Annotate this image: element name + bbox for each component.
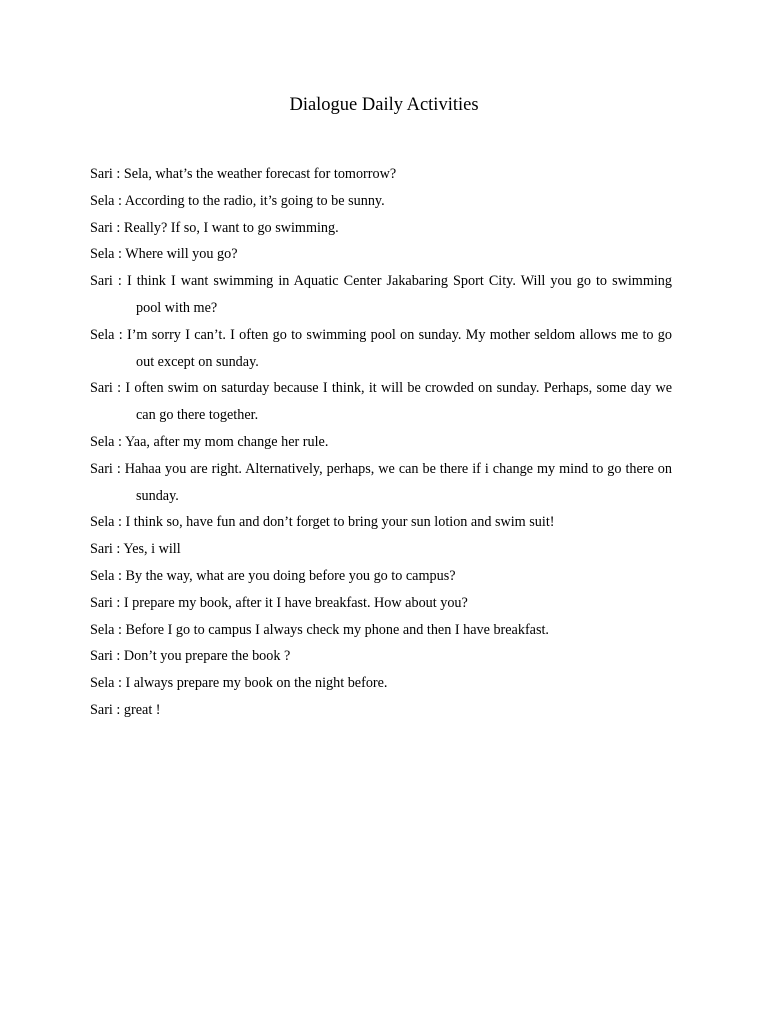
speaker-name: Sela bbox=[90, 621, 115, 638]
line-text: I always prepare my book on the night before. bbox=[125, 675, 388, 692]
line-text: Before I go to campus I always check my phone and then I have breakfast. bbox=[125, 621, 549, 638]
dialogue-line: Sela : I’m sorry I can’t. I often go to swimming pool on sunday. My mother seldom allows me to go out except on sunday. bbox=[90, 326, 672, 370]
dialogue-line: Sari : I think I want swimming in Aquatic Center Jakabaring Sport City. Will you go to swimming pool with me? bbox=[90, 273, 672, 316]
speaker-name: Sari bbox=[90, 648, 113, 665]
line-text: I think I want swimming in Aquatic Center Jakabaring Sport City. Will you go to swimming pool with me? bbox=[126, 273, 672, 316]
dialogue-line: Sela : Yaa, after my mom change her rule. bbox=[90, 433, 329, 450]
speaker-name: Sari bbox=[90, 219, 113, 236]
speaker-name: Sari bbox=[90, 594, 113, 611]
dialogue-line: Sela : Where will you go? bbox=[90, 246, 238, 263]
dialogue-line: Sela : I always prepare my book on the night before. bbox=[90, 675, 388, 692]
speaker-name: Sela bbox=[90, 675, 115, 692]
speaker-name: Sela bbox=[90, 433, 115, 450]
document-title: Dialogue Daily Activities bbox=[289, 95, 479, 115]
line-text: great ! bbox=[123, 701, 161, 718]
line-text: By the way, what are you doing before you go to campus? bbox=[125, 567, 456, 584]
speaker-name: Sari bbox=[90, 460, 113, 477]
dialogue-line: Sari : Hahaa you are right. Alternatively, perhaps, we can be there if i change my mind to go there on sunday. bbox=[90, 460, 672, 504]
dialogue-line: Sela : I think so, have fun and don’t forget to bring your sun lotion and swim suit! bbox=[90, 514, 555, 531]
speaker-name: Sela bbox=[90, 246, 115, 263]
dialogue-line: Sari : I prepare my book, after it I have breakfast. How about you? bbox=[90, 594, 468, 611]
speaker-name: Sari bbox=[90, 273, 113, 290]
line-text: Hahaa you are right. Alternatively, perhaps, we can be there if i change my mind to go there on sunday. bbox=[124, 460, 672, 504]
line-text: I think so, have fun and don’t forget to bring your sun lotion and swim suit! bbox=[125, 514, 555, 531]
line-text: According to the radio, it’s going to be sunny. bbox=[124, 192, 385, 209]
line-text: Don’t you prepare the book ? bbox=[123, 648, 291, 665]
dialogue-line: Sari : I often swim on saturday because I think, it will be crowded on sunday. Perhaps, some day we can go there together. bbox=[90, 380, 672, 424]
speaker-name: Sela bbox=[90, 192, 115, 209]
speaker-name: Sari bbox=[90, 541, 113, 558]
dialogue-line: Sela : Before I go to campus I always check my phone and then I have breakfast. bbox=[90, 621, 549, 638]
dialogue-line: Sari : Sela, what’s the weather forecast for tomorrow? bbox=[90, 166, 397, 182]
speaker-name: Sari bbox=[90, 701, 113, 718]
dialogue-list bbox=[90, 161, 672, 724]
line-text: I’m sorry I can’t. I often go to swimming pool on sunday. My mother seldom allows me to go out except on sunday. bbox=[126, 326, 672, 370]
speaker-name: Sela bbox=[90, 514, 115, 531]
dialogue-line: Sela : By the way, what are you doing before you go to campus? bbox=[90, 567, 456, 584]
speaker-name: Sari bbox=[90, 166, 113, 182]
line-text: Sela, what’s the weather forecast for tomorrow? bbox=[123, 166, 397, 182]
line-text: Where will you go? bbox=[125, 246, 238, 263]
line-text: Yes, i will bbox=[123, 541, 181, 558]
line-text: I often swim on saturday because I think, it will be crowded on sunday. Perhaps, some day we can go there together. bbox=[125, 380, 672, 424]
dialogue-line: Sari : Really? If so, I want to go swimming. bbox=[90, 219, 339, 236]
speaker-name: Sela bbox=[90, 326, 115, 343]
dialogue-line: Sari : Don’t you prepare the book ? bbox=[90, 648, 291, 665]
dialogue-line: Sari : great ! bbox=[90, 701, 161, 718]
dialogue-line: Sela : According to the radio, it’s going to be sunny. bbox=[90, 192, 385, 209]
line-text: Really? If so, I want to go swimming. bbox=[123, 219, 339, 236]
speaker-name: Sela bbox=[90, 567, 115, 584]
line-text: Yaa, after my mom change her rule. bbox=[124, 433, 329, 450]
speaker-name: Sari bbox=[90, 380, 113, 397]
dialogue-line: Sari : Yes, i will bbox=[90, 541, 181, 558]
line-text: I prepare my book, after it I have breakfast. How about you? bbox=[123, 594, 468, 611]
